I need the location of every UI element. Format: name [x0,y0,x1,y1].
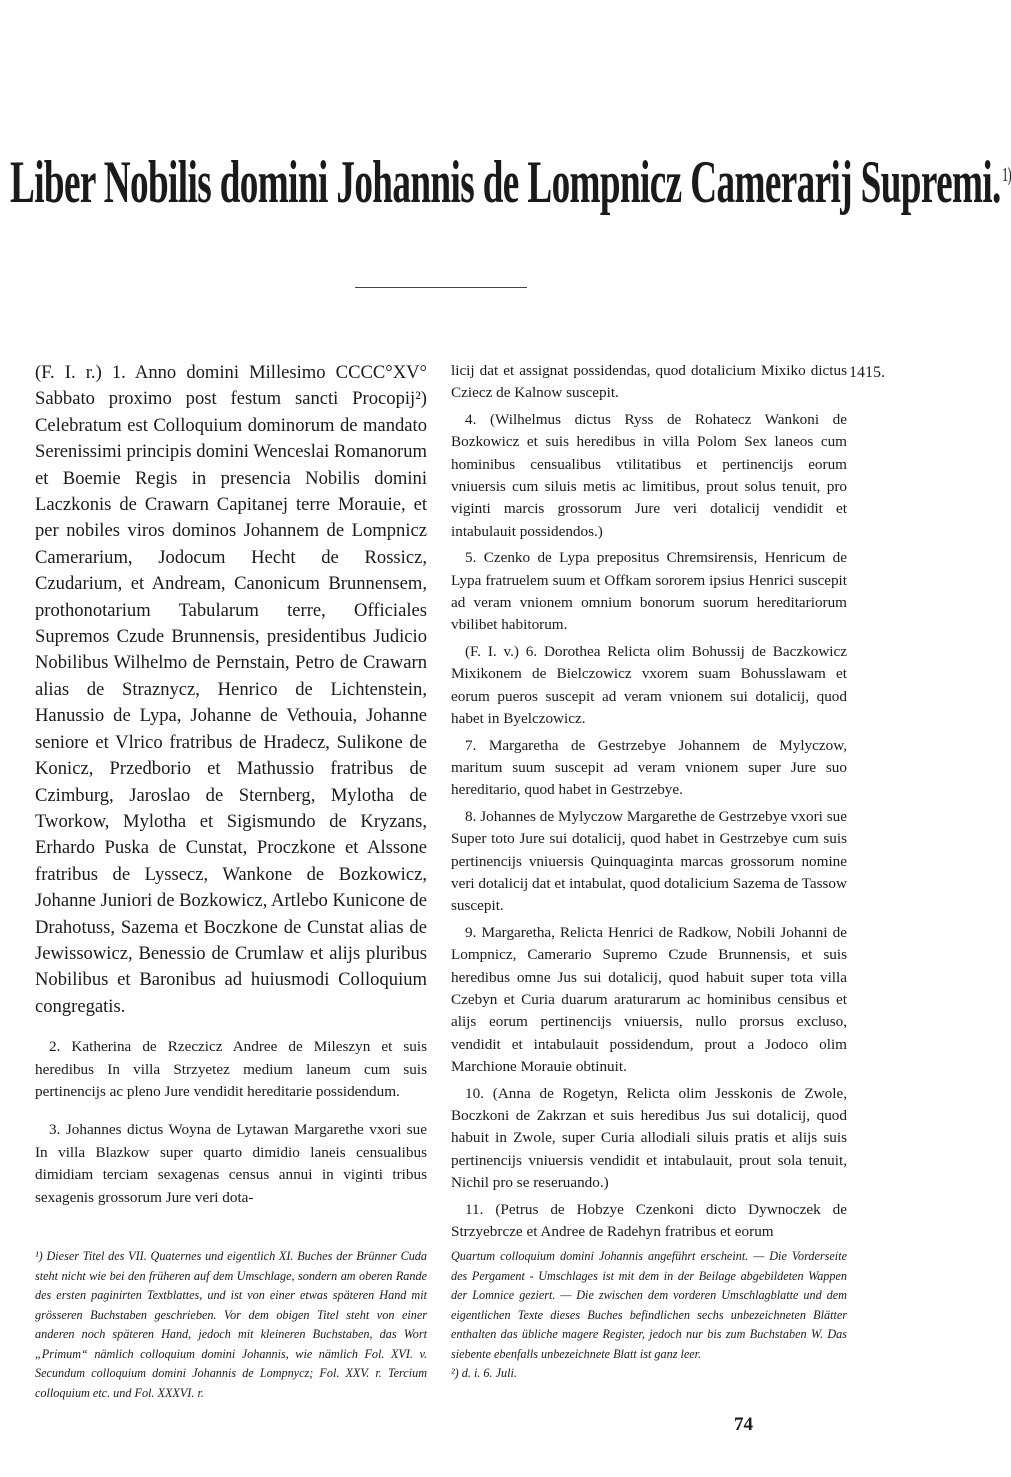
entry-4-paragraph: 4. (Wilhelmus dictus Ryss de Rohatecz Wankoni de Bozkowicz et suis heredibus in villa Polom Sex laneos cum hominibus censualibus vtilitatibus et pertinencijs eorum vniuersis cum siluis metis ac limitibus, prout solus tenuit, pro viginti marcis grossorum Jure veri dotalicij vendidit et intabulauit possidendos.) [451,410,847,540]
title-divider [355,287,527,288]
margin-year: 1415. [849,364,885,381]
entry-8-paragraph: 8. Johannes de Mylyczow Margarethe de Gestrzebye vxori sue Super toto Jure sui dotalicij, quod habet in Gestrzebye cum suis pertinencijs vniuersis Quinquaginta marcas grossorum nomine veri dotalicij dat et intabulat, quod dotalicium Sazema de Tassow suscepit. [451,807,847,915]
footnote-2: ²) d. i. 6. Juli. [451,1366,517,1380]
page-number: 74 [734,1414,753,1435]
title-footnote-marker: 1) [1001,164,1011,186]
entry-9-paragraph: 9. Margaretha, Relicta Henrici de Radkow, Nobili Johanni de Lompnicz, Camerario Supremo Czude Brunnensis, et suis heredibus omne Jus sui dotalicij, quod habuit super tota villa Czebyn et Curia duarum araturarum ac hominibus censibus et alijs eorum pertinencijs vniuersis, nullo prorsus excluso, vendidit et intabulauit possidendum, prout a Jodoco olim Marchione Morauie obtinuit. [451,923,847,1076]
entry-11-paragraph: 11. (Petrus de Hobzye Czenkoni dicto Dywnoczek de Strzyebrcze et Andree de Radehyn fratribus et eorum [451,1200,847,1241]
entry-5-paragraph: 5. Czenko de Lypa prepositus Chremsirensis, Henricum de Lypa fratruelem suum et Offkam sororem ipsius Henrici suscepit ad veram vnionem omnium bonorum suorum hereditariorum vbilibet habitorum. [451,549,847,634]
entry-10-paragraph: 10. (Anna de Rogetyn, Relicta olim Jesskonis de Zwole, Boczkoni de Zakrzan et suis heredibus Jus sui dotalicij, quod habuit in Zwole, super Curia allodiali siluis pratis et alijs suis pertinencijs vniuersis vendidit et intabulauit, prout sola tenuit, Nichil pro se reseruando.) [451,1084,847,1192]
footnote-continuation [451,1247,847,1384]
entry-2-paragraph: 2. Katherina de Rzeczicz Andree de Mileszyn et suis heredibus In villa Strzyetez medium laneum cum suis pertinencijs ac pleno Jure vendidit hereditarie possidendum. [35,1038,427,1100]
footnote-1-continued: Quartum colloquium domini Johannis angeführt erscheint. — Die Vorderseite des Pergament - Umschlages ist mit dem in der Beilage abgebildeten Wappen der Lomnice geziert. — Die zwischen dem vorderen Umschlagblatte und dem eigentlichen Texte dieses Buches befindlichen sechs unbezeichneten Blätter enthalten das übliche magere Register, jedoch nur bis zum Buchstaben W. Das siebente ebenfalls unbezeichnete Blatt ist ganz leer. [451,1249,847,1361]
left-column [35,360,427,1209]
title-text: Liber Nobilis domini Johannis de Lompnicz Camerarij Supremi. [10,149,1001,215]
entry-3-paragraph: 3. Johannes dictus Woyna de Lytawan Margarethe vxori sue In villa Blazkow super quarto dimidio laneis censualibus dimidiam terciam sexagenas census annui in viginti tribus sexagenis grossorum Jure veri dota- [35,1121,427,1206]
entry-7-paragraph: 7. Margaretha de Gestrzebye Johannem de Mylyczow, maritum suum suscepit ad veram vnionem super Jure suo hereditario, quod habet in Gestrzebye. [451,736,847,799]
footnote-1: ¹) Dieser Titel des VII. Quaternes und eigentlich XI. Buches der Brünner Cuda steht nicht wie bei den früheren auf dem Umschlage, sondern am oberen Rande des ersten paginirten Textblattes, und ist von einer etwas späteren Hand mit grösseren Buchstaben geschrieben. Vor dem obigen Titel steht von einer anderen noch späteren Hand, jedoch mit kleineren Buchstaben, das Wort „Primum“ nämlich colloquium domini Johannis, wie nämlich Fol. XVI. v. Secundum colloquium domini Johannis de Lompnycz; Fol. XXV. r. Tercium colloquium etc. und Fol. XXXVI. r. [35,1249,427,1400]
right-column [451,360,847,1243]
entry-1-paragraph: (F. I. r.) 1. Anno domini Millesimo CCCC°XV° Sabbato proximo post festum sancti Procopij²) Celebratum est Colloquium dominorum de mandato Serenissimi principis domini Wenceslai Romanorum et Boemie Regis in presencia Nobilis domini Laczkonis de Crawarn Capitanej terre Morauie, et per nobiles viros dominos Johannem de Lompnicz Camerarium, Jodocum Hecht de Rossicz, Czudarium, et Andream, Canonicum Brunnensem, prothonotarium Tabularum terre, Officiales Supremos Czude Brunnensis, presidentibus Judicio Nobilibus Wilhelmo de Pernstain, Petro de Crawarn alias de Straznycz, Henrico de Lichtenstein, Hanussio de Lypa, Johanne de Vethouia, Johanne seniore et Vlrico fratribus de Hradecz, Sulikone de Konicz, Przedborio et Mathussio fratribus de Czimburg, Jaroslao de Sternberg, Mylotha de Tworkow, Mylotha et Sigismundo de Kryzans, Erhardo Puska de Cunstat, Proczkone et Alssone fratribus de Lyssecz, Wankone de Bozkowicz, Johanne Juniori de Bozkowicz, Artlebo Kunicone de Drahotuss, Sazema et Boczkone de Cunstat alias de Jewissowicz, Benessio de Crumlaw et alijs pluribus Nobilibus et Baronibus ad huiusmodi Colloquium congregatis. [35,362,427,1017]
entry-3-continuation: licij dat et assignat possidendas, quod dotalicium Mixiko dictus Cziecz de Kalnow suscepit. [451,362,847,402]
entry-6-paragraph: (F. I. v.) 6. Dorothea Relicta olim Bohussij de Baczkowicz Mixikonem de Bielczowicz vxorem suam Bohusslawam et eorum pueros suscepit ad veram vnionem sui dotalicij, quod habet in Byelczowicz. [451,642,847,728]
page-title [10,148,1011,217]
